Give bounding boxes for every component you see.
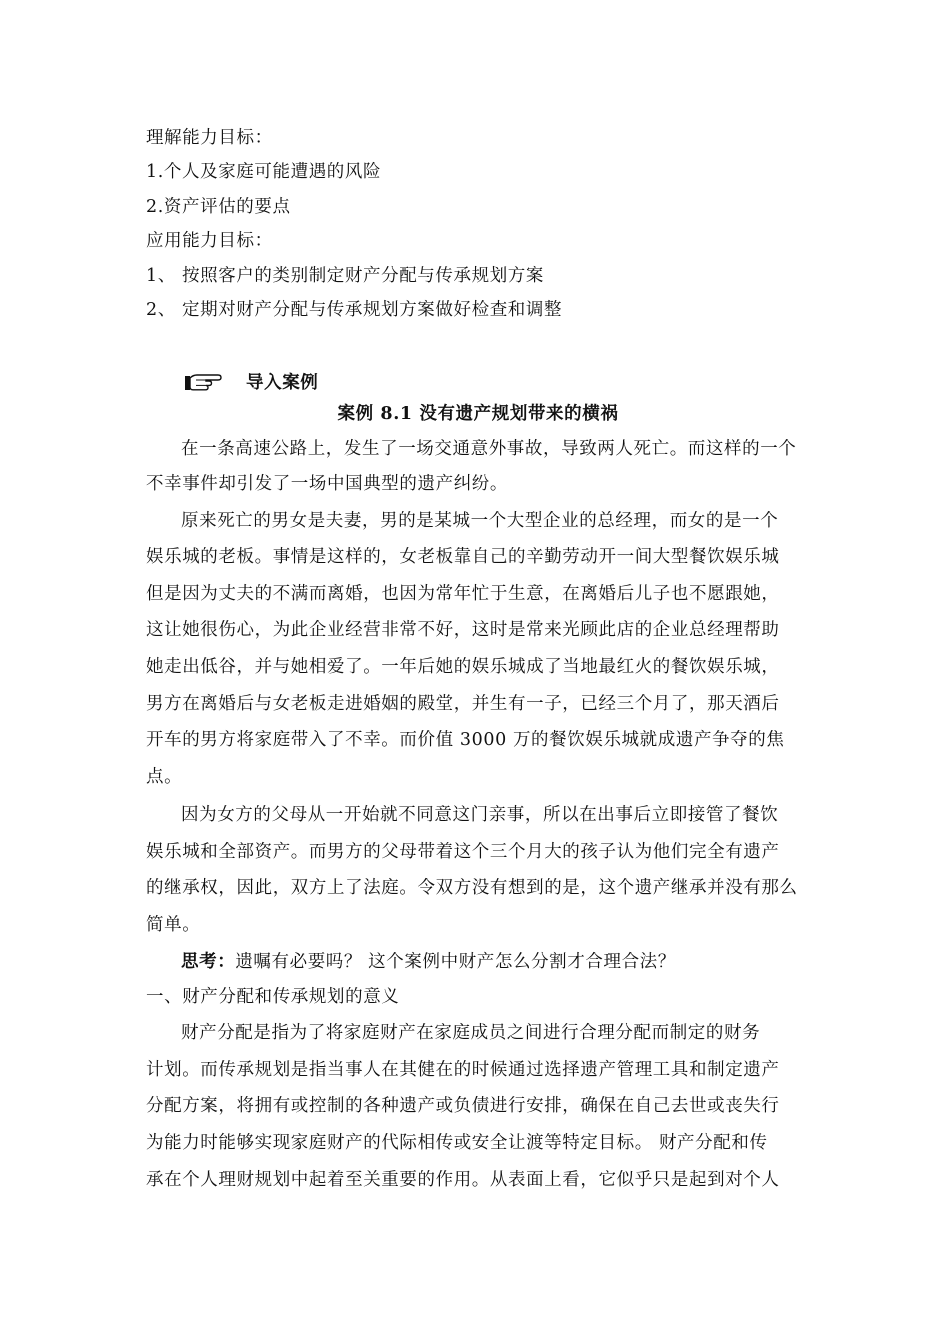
thinking-text: 遗嘱有必要吗？ 这个案例中财产怎么分割才合理合法？: [235, 952, 676, 972]
intro-case-label: 导入案例: [246, 372, 319, 393]
case-line: 男方在离婚后与女老板走进婚姻的殿堂，并生有一子，已经三个月了，那天酒后: [146, 694, 780, 714]
thinking-question: [181, 950, 810, 974]
understanding-objectives-title: 理解能力目标：: [146, 128, 273, 148]
case-line: 原来死亡的男女是夫妻，男的是某城一个大型企业的总经理，而女的是一个: [181, 511, 779, 531]
application-objectives-title: 应用能力目标：: [146, 231, 273, 251]
section-line: 财产分配是指为了将家庭财产在家庭成员之间进行合理分配而制定的财务: [181, 1023, 761, 1043]
case-line: 开车的男方将家庭带入了不幸。而价值 3000 万的餐饮娱乐城就成遗产争夺的焦: [146, 730, 785, 750]
section-line: 计划。而传承规划是指当事人在其健在的时候通过选择遗产管理工具和制定遗产: [146, 1060, 780, 1080]
case-line: 但是因为丈夫的不满而离婚，也因为常年忙于生意，在离婚后儿子也不愿跟她，: [146, 584, 780, 604]
thinking-label: 思考：: [181, 952, 236, 972]
case-line: 娱乐城的老板。事情是这样的，女老板靠自己的辛勤劳动开一间大型餐饮娱乐城: [146, 547, 780, 567]
case-line: 她走出低谷，并与她相爱了。一年后她的娱乐城成了当地最红火的餐饮娱乐城，: [146, 657, 780, 677]
case-title: 案例 8.1 没有遗产规划带来的横祸: [337, 404, 619, 424]
application-item-2: 2、 定期对财产分配与传承规划方案做好检查和调整: [146, 300, 563, 320]
understanding-item-2: 2.资产评估的要点: [146, 197, 291, 217]
case-line: 娱乐城和全部资产。而男方的父母带着这个三个月大的孩子认为他们完全有遗产: [146, 842, 780, 862]
section-line: 承在个人理财规划中起着至关重要的作用。从表面上看，它似乎只是起到对个人: [146, 1170, 780, 1190]
application-item-1: 1、 按照客户的类别制定财产分配与传承规划方案: [146, 266, 544, 286]
pointing-hand-icon: [184, 370, 222, 392]
case-line: 在一条高速公路上，发生了一场交通意外事故，导致两人死亡。而这样的一个: [181, 439, 797, 459]
case-line: 不幸事件却引发了一场中国典型的遗产纠纷。: [146, 474, 508, 494]
case-line: 简单。: [146, 915, 201, 935]
case-line: 的继承权，因此，双方上了法庭。令双方没有想到的是，这个遗产继承并没有那么: [146, 878, 798, 898]
section-line: 为能力时能够实现家庭财产的代际相传或安全让渡等特定目标。 财产分配和传: [146, 1133, 768, 1153]
intro-case-heading: [184, 366, 318, 396]
case-line: 点。: [146, 767, 183, 787]
case-line: 因为女方的父母从一开始就不同意这门亲事，所以在出事后立即接管了餐饮: [181, 805, 779, 825]
case-line: 这让她很伤心，为此企业经营非常不好，这时是常来光顾此店的企业总经理帮助: [146, 620, 780, 640]
section-heading: 一、财产分配和传承规划的意义: [146, 987, 400, 1007]
understanding-item-1: 1.个人及家庭可能遭遇的风险: [146, 162, 382, 182]
section-line: 分配方案，将拥有或控制的各种遗产或负债进行安排，确保在自己去世或丧失行: [146, 1096, 780, 1116]
